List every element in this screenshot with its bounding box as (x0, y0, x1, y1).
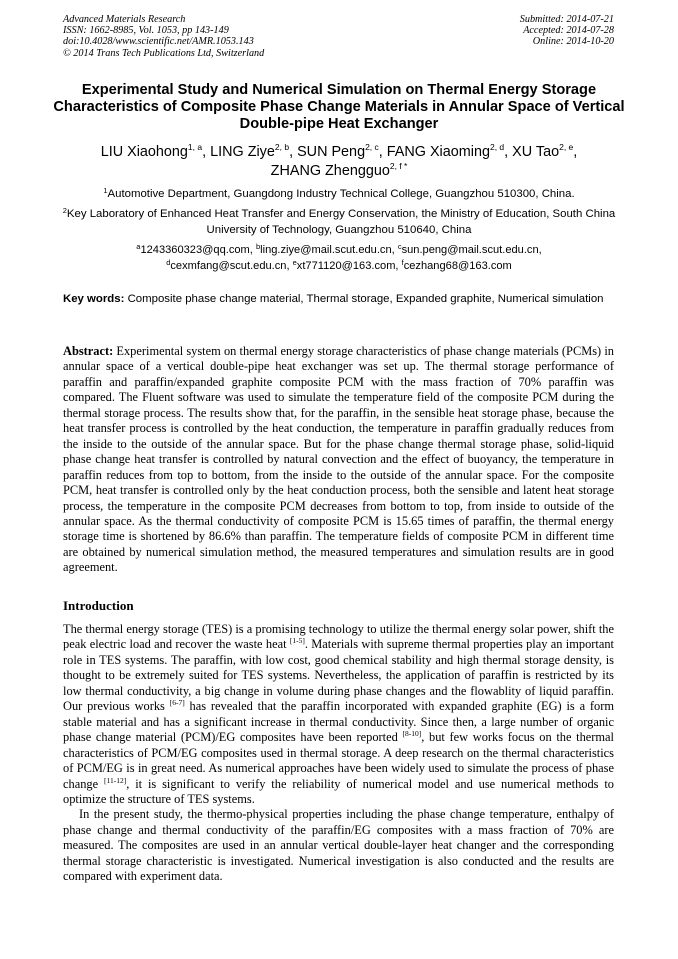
citation: [1-5] (289, 636, 305, 646)
intro-paragraph-1: The thermal energy storage (TES) is a promising technology to utilize the thermal energy solar power, shift the peak electric load and recover the waste heat [1-5]. Materials with supreme thermal properties play an important role in TES systems. The paraffin, with low cost, good chemical stability and high thermal storage density, is thought to be extremely suited for TES systems. Nevertheless, the application of paraffin is restricted by its low thermal conductivity, a big change in volume during phase changes and the flowablity of liquid paraffin. Our previous works [6-7] has revealed that the paraffin incorporated with expanded graphite (EG) is a form stable material and has a significant increase in thermal conductivity. Since then, a large number of organic phase change material (PCM)/EG composites have been reported [8-10], but few works focus on the thermal characteristics of PCM/EG composites used in thermal storage. A deep research on the thermal characteristics of PCM/EG is in great need. As numerical approaches have been widely used to simulate the process of phase change [11-12], it is significant to verify the reliability of numerical model and use numerical methods to optimize the structure of TES systems. (63, 622, 615, 806)
author: FANG Xiaoming$^{2, d}$, (386, 142, 513, 160)
citation: [8-10] (402, 729, 422, 739)
email-link[interactable]: cexmfang@scut.edu.cn, (170, 260, 293, 272)
keywords-text: Composite phase change material, Thermal storage, Expanded graphite, Numerical simulation (127, 293, 604, 305)
email-link[interactable]: 1243360323@qq.com, (140, 244, 256, 256)
submitted-date: Submitted: 2014-07-21 (519, 14, 614, 25)
author: LIU Xiaohong$^{1, a}$, (100, 142, 211, 160)
email-link[interactable]: ling.ziye@mail.scut.edu.cn, (260, 244, 398, 256)
abstract (63, 344, 614, 576)
journal-doi: doi:10.4028/www.scientific.net/AMR.1053.143 (63, 36, 254, 48)
author: SUN Peng$^{2, c}$, (297, 142, 387, 160)
author: LING Ziye$^{2, b}$, (210, 142, 298, 160)
keywords (63, 292, 614, 308)
abstract-text: Experimental system on thermal energy storage characteristics of phase change materials (PCMs) in annular space of a vertical double-pipe heat exchanger was set up. The thermal storage performance of paraffin and paraffin/expanded graphite composite PCM with the mass fraction of 70% paraffin was compared. The Fluent software was used to simulate the temperature field of the composite PCM during the thermal storage process. The results show that, for the paraffin, in the sensible heat storage phase, because the heat transfer process is controlled by the heat conduction, the temperature in paraffin gradually reduces from the inside to the outside of the annular space. But for the phase change thermal storage phase, solid-liquid phase change heat transfer is controlled by natural convection and the effect of buoyancy, the temperature in paraffin reduces from top to bottom, from the inside to the outside of the annular space. For the composite PCM, heat transfer is controlled only by the heat conduction process, both the sensible and latent heat storage process, the temperature in the composite PCM decreases from bottom to top, from inside to outside of the annular space. As the thermal conductivity of composite PCM is 15.65 times of paraffin, the thermal energy storage time is shortened by 86.6% than paraffin. The temperature fields of composite PCM in different time are obtained by numerical simulation method, the measured temperatures and simulation results are in good agreement. (63, 344, 614, 575)
journal-copyright: © 2014 Trans Tech Publications Ltd, Switzerland (63, 47, 265, 59)
paper-title: Experimental Study and Numerical Simulation on Thermal Energy Storage Characteristics of Composite Phase Change Materials in Annular Space of Vertical Double-pipe Heat Exchanger (53, 82, 625, 132)
email-list: $^a$1243360323@qq.com, $^b$ling.ziye@mail.scut.edu.cn, $^c$sun.peng@mail.scut.edu.cn, $^d$cexmfang@scut.edu.cn, $^e$xt771120@163.com, $^f$cezhang68@163.com (136, 242, 542, 272)
citation: [6-7] (169, 698, 185, 708)
introduction-body (63, 622, 614, 885)
email-link[interactable]: sun.peng@mail.scut.edu.cn, (401, 244, 542, 256)
abstract-label: Abstract: (63, 344, 114, 358)
intro-paragraph-2: In the present study, the thermo-physical properties including the phase change temperature, enthalpy of phase change and thermal conductivity of the paraffin/EG composites with a mass fraction of 70% are measured. The composites are used in an annular vertical double-layer heat changer and the corresponding thermal storage characteristic is investigated. Numerical investigation is also conducted and the results are compared with experiment data. (63, 807, 614, 884)
author: XU Tao$^{2, e}$, (512, 142, 578, 160)
online-date: Online: 2014-10-20 (532, 36, 614, 48)
email-link[interactable]: xt771120@163.com, (296, 260, 402, 272)
citation: [11-12] (103, 775, 127, 785)
author-list (40, 143, 638, 181)
journal-issn: ISSN: 1662-8985, Vol. 1053, pp 143-149 (63, 25, 229, 37)
email-link[interactable]: cezhang68@163.com (403, 260, 512, 272)
journal-info (63, 14, 264, 59)
affiliation-2: $^2$Key Laboratory of Enhanced Heat Transfer and Energy Conservation, the Ministry of Education, South China University of Technology, Guangzhou 510640, China (62, 206, 616, 236)
journal-name: Advanced Materials Research (63, 14, 186, 25)
section-heading: Introduction (63, 598, 134, 613)
keywords-label: Key words: (63, 293, 125, 305)
affiliation-1: $^1$Automotive Department, Guangdong Industry Technical College, Guangzhou 510300, China. (103, 186, 575, 200)
publication-dates (520, 14, 614, 48)
accepted-date: Accepted: 2014-07-28 (523, 25, 614, 37)
author: ZHANG Zhengguo$^{2, f *}$ (270, 161, 408, 179)
